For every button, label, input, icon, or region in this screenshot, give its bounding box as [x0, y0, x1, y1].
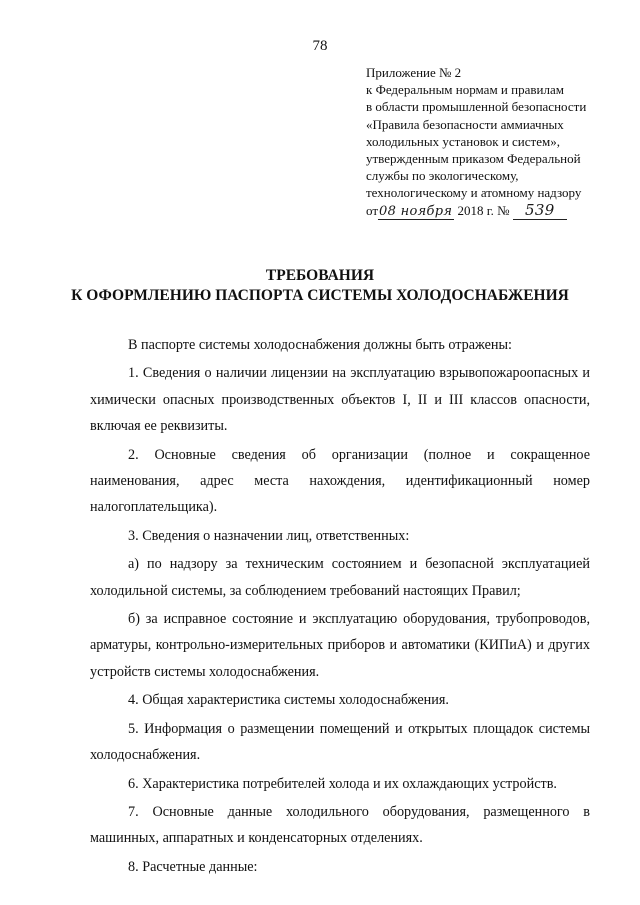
title-line-2: К ОФОРМЛЕНИЮ ПАСПОРТА СИСТЕМЫ ХОЛОДОСНАБЖЕНИЯ: [71, 287, 569, 304]
title-line-1: ТРЕБОВАНИЯ: [265, 267, 375, 284]
paragraph-6: 6. Характеристика потребителей холода и их охлаждающих устройств.: [128, 775, 557, 792]
appendix-line-2: к Федеральным нормам и правилам: [366, 82, 564, 98]
paragraph-8: 8. Расчетные данные:: [128, 858, 258, 875]
paragraph-7: 7. Основные данные холодильного оборудования, размещенного в машинных, аппаратных и конденсаторных отделениях.: [90, 803, 590, 847]
appendix-line-8: технологическому и атомному надзору: [366, 185, 582, 201]
appendix-line-3: в области промышленной безопасности: [366, 99, 587, 115]
paragraph-2: 2. Основные сведения об организации (полное и сокращенное наименования, адрес места нахождения, идентификационный номер налогоплательщика).: [90, 446, 590, 516]
appendix-line-7: службы по экологическому,: [366, 168, 519, 184]
paragraph-3: 3. Сведения о назначении лиц, ответственных:: [128, 527, 410, 544]
paragraph-1: 1. Сведения о наличии лицензии на эксплуатацию взрывопожароопасных и химически опасных производственных объектов I, II и III классов опасности, включая ее реквизиты.: [90, 365, 590, 435]
appendix-line-4: «Правила безопасности аммиачных: [366, 116, 564, 132]
appendix-line-5: холодильных установок и систем»,: [366, 133, 560, 149]
date-year: 2018 г. №: [457, 202, 510, 218]
handwritten-order-number: 539: [513, 202, 567, 220]
appendix-line-1: Приложение № 2: [366, 65, 462, 80]
appendix-line-6: утвержденным приказом Федеральной: [366, 151, 581, 167]
paragraph-3b: б) за исправное состояние и эксплуатацию оборудования, трубопроводов, арматуры, контрольно-измерительных приборов и автоматики (КИПиА) и других устройств системы холодоснабжения.: [90, 611, 590, 680]
paragraph-intro: В паспорте системы холодоснабжения должны быть отражены:: [128, 337, 512, 353]
document-body: [90, 332, 590, 882]
appendix-header: [366, 64, 630, 220]
page-number: 78: [312, 38, 328, 54]
paragraph-5: 5. Информация о размещении помещений и открытых площадок системы холодоснабжения.: [90, 720, 590, 764]
document-title: [0, 266, 640, 306]
paragraph-4: 4. Общая характеристика системы холодоснабжения.: [128, 692, 449, 709]
handwritten-date: 08 ноября: [379, 203, 453, 219]
order-date-line: [366, 202, 630, 220]
date-prefix: от: [366, 202, 379, 218]
paragraph-3a: а) по надзору за техническим состоянием и безопасной эксплуатацией холодильной системы, за соблюдением требований настоящих Правил;: [90, 556, 590, 599]
